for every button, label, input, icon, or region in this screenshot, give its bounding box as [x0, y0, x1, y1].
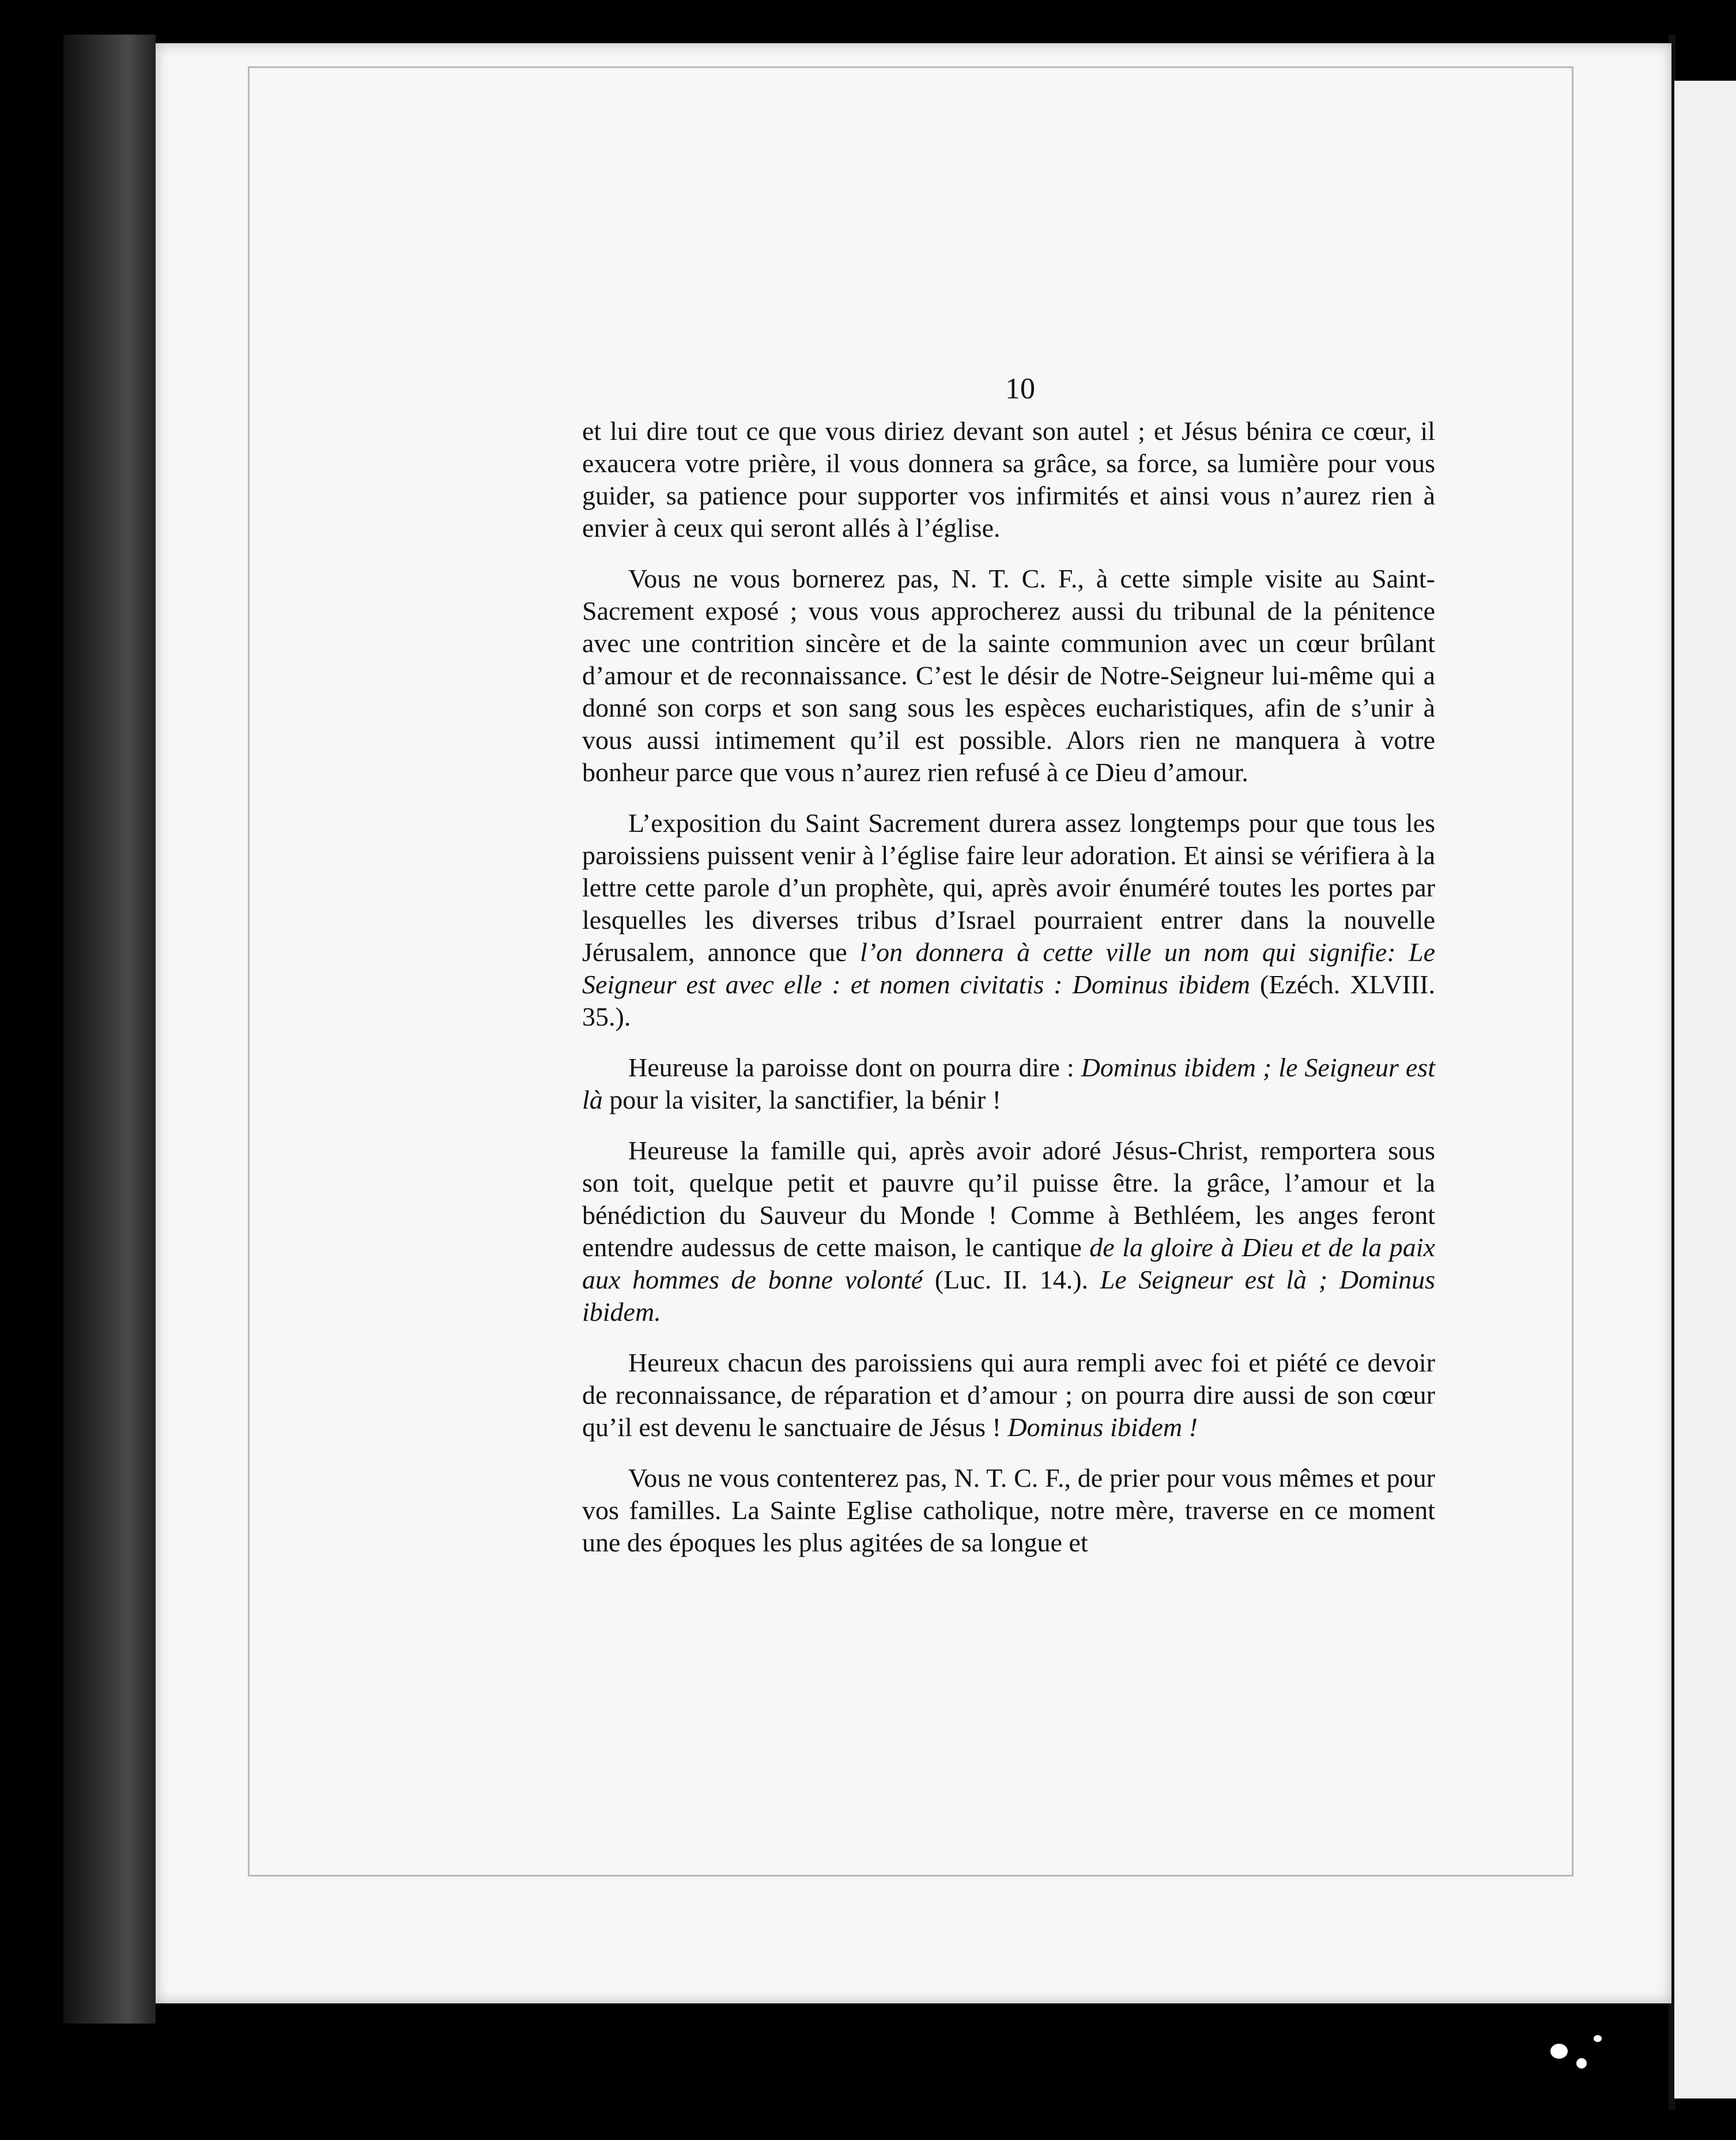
text-segment: L’exposition du Saint Sacrement durera assez longtemps pour que tous les paroissiens puissent venir à l’église faire leur adoration. Et ainsi se vérifiera à la lettre cette parole d’un prophète, qui, après avoir énuméré toutes les portes par lesquelles les diverses tribus d’Israel pourraient entrer dans la nouvelle Jérusalem, annonce que [582, 808, 1435, 967]
text-segment: pour la visiter, la sanctifier, la bénir ! [602, 1085, 1001, 1114]
paragraph [582, 807, 1435, 1033]
paragraph [582, 1052, 1435, 1116]
italic-text: Dominus ibidem ; le Seigneur est là [582, 1053, 1435, 1114]
book-binding [63, 35, 156, 2024]
text-segment: Vous ne vous bornerez pas, N. T. C. F., à cette simple visite au Saint-Sacrement exposé ; vous vous approcherez aussi du tribunal de la pénitence avec une contrition sincère et de la sainte communion avec un cœur brûlant d’amour et de reconnaissance. C’est le désir de Notre-Seigneur lui-même qui a donné son corps et son sang sous les espèces eucharistiques, afin de s’unir à vous aussi intimement qu’il est possible. Alors rien ne manquera à votre bonheur parce que vous n’aurez rien refusé à ce Dieu d’amour. [582, 564, 1435, 787]
scan-artifact [1550, 2044, 1568, 2059]
paragraph [582, 1135, 1435, 1328]
paragraph [582, 1462, 1435, 1559]
text-segment: et lui dire tout ce que vous diriez devant son autel ; et Jésus bénira ce cœur, il exaucera votre prière, il vous donnera sa grâce, sa force, sa lumière pour vous guider, sa patience pour supporter vos infirmités et ainsi vous n’aurez rien à envier à ceux qui seront allés à l’église. [582, 416, 1435, 542]
text-segment: Vous ne vous contenterez pas, N. T. C. F., de prier pour vous mêmes et pour vos familles. La Sainte Eglise catholique, notre mère, traverse en ce moment une des époques les plus agitées de sa longue et [582, 1463, 1435, 1557]
text-column [582, 415, 1435, 1577]
paragraph [582, 563, 1435, 789]
italic-text: l’on donnera à cette ville un nom qui signifie: Le Seigneur est avec elle : et nomen civitatis : Dominus ibidem [582, 937, 1435, 999]
text-segment: (Ezéch. XLVIII. 35.). [582, 970, 1435, 1031]
italic-text: Le Seigneur est là ; Dominus ibidem. [582, 1265, 1435, 1327]
italic-text: Dominus ibidem ! [1007, 1412, 1198, 1442]
text-segment: Heureux chacun des paroissiens qui aura rempli avec foi et piété ce devoir de reconnaissance, de réparation et d’amour ; on pourra dire aussi de son cœur qu’il est devenu le sanctuaire de Jésus ! [582, 1348, 1435, 1442]
paragraph [582, 415, 1435, 544]
page-number: 10 [1005, 372, 1035, 405]
paragraph [582, 1347, 1435, 1444]
text-segment: (Luc. II. 14.). [923, 1265, 1100, 1294]
text-segment: Heureuse la paroisse dont on pourra dire : [628, 1053, 1081, 1082]
scan-artifact [1576, 2058, 1587, 2069]
italic-text: de la gloire à Dieu et de la paix aux hommes de bonne volonté [582, 1233, 1435, 1294]
text-segment: Heureuse la famille qui, après avoir adoré Jésus-Christ, remportera sous son toit, quelque petit et pauvre qu’il puisse être. la grâce, l’amour et la bénédiction du Sauveur du Monde ! Comme à Bethléem, les anges feront entendre audessus de cette maison, le cantique [582, 1136, 1435, 1262]
scan-artifact [1594, 2035, 1602, 2042]
next-page-edge [1674, 81, 1736, 2098]
